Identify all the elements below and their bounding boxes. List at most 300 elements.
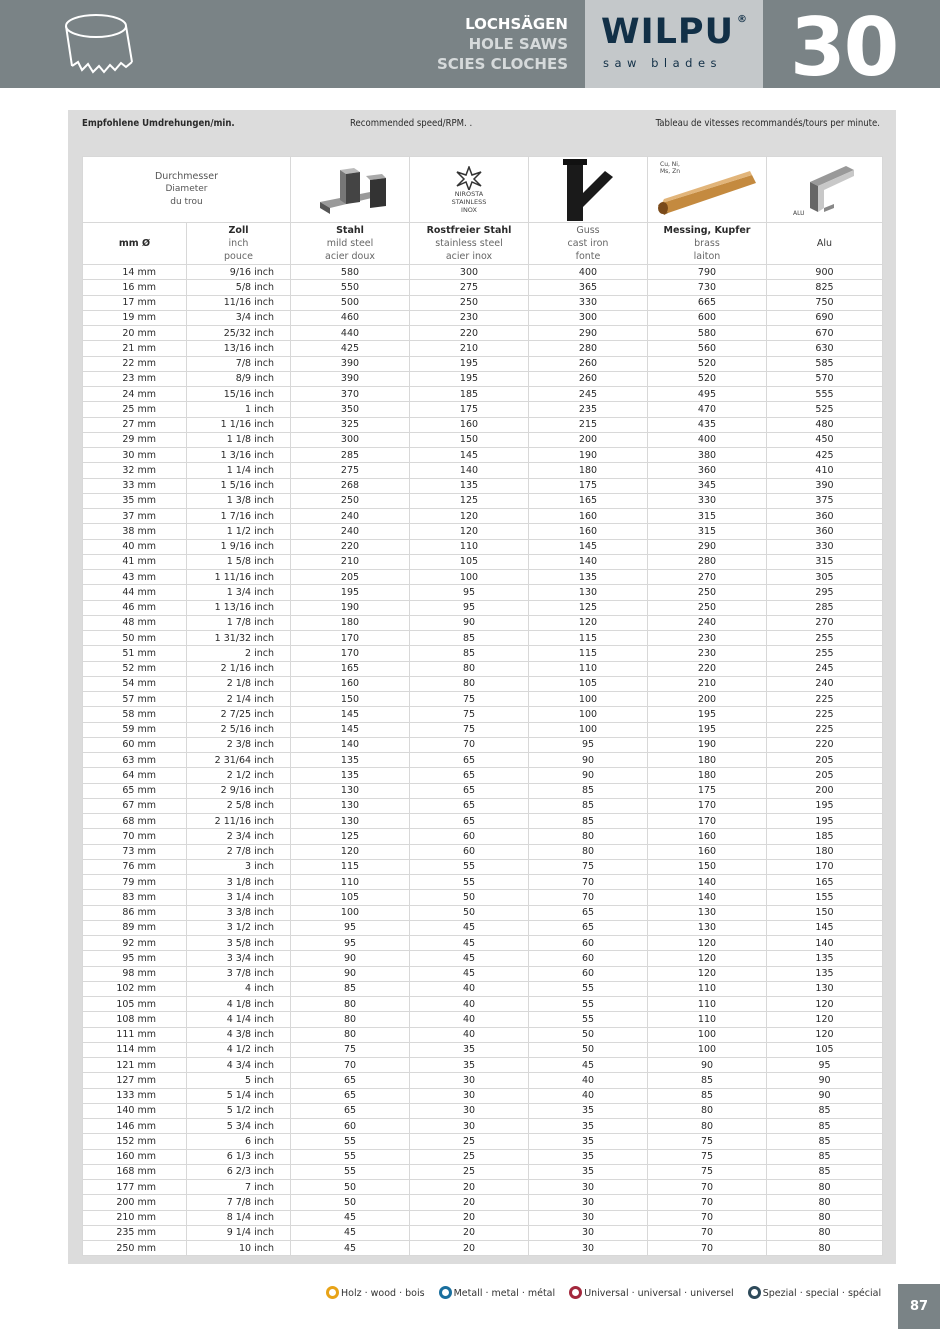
cell-brass: 170 — [648, 798, 767, 813]
cell-cast-iron: 110 — [529, 661, 648, 676]
cell-mm: 146 mm — [83, 1119, 187, 1134]
cell-alu: 330 — [767, 539, 883, 554]
cell-inch: 2 inch — [187, 646, 291, 661]
brass-label-2: Ms, Zn — [660, 168, 681, 175]
cell-stainless: 55 — [410, 859, 529, 874]
cell-steel: 55 — [291, 1134, 410, 1149]
cell-alu: 195 — [767, 814, 883, 829]
cell-brass: 100 — [648, 1042, 767, 1057]
cell-mm: 68 mm — [83, 814, 187, 829]
cell-cast-iron: 125 — [529, 600, 648, 615]
cell-inch: 4 1/8 inch — [187, 997, 291, 1012]
cell-mm: 92 mm — [83, 936, 187, 951]
cell-brass: 400 — [648, 432, 767, 447]
cell-stainless: 160 — [410, 417, 529, 432]
stainless-label-1: NIROSTA — [454, 189, 484, 198]
cell-alu: 140 — [767, 936, 883, 951]
special-ring-icon — [748, 1286, 761, 1299]
col-header-brass: Messing, Kupfer brass laiton — [648, 223, 767, 265]
cell-steel: 50 — [291, 1180, 410, 1195]
cell-mm: 210 mm — [83, 1210, 187, 1225]
cell-mm: 37 mm — [83, 509, 187, 524]
cell-cast-iron: 140 — [529, 554, 648, 569]
cell-brass: 195 — [648, 707, 767, 722]
cell-inch: 2 1/2 inch — [187, 768, 291, 783]
cell-cast-iron: 290 — [529, 326, 648, 341]
cell-alu: 555 — [767, 387, 883, 402]
cell-stainless: 40 — [410, 1012, 529, 1027]
cell-mm: 21 mm — [83, 341, 187, 356]
table-row — [83, 493, 883, 508]
cell-brass: 330 — [648, 493, 767, 508]
legend-wood: Holz · wood · bois — [326, 1286, 425, 1299]
caption-french: Tableau de vitesses recommandés/tours per minute. — [655, 118, 880, 129]
cell-mm: 16 mm — [83, 280, 187, 295]
metal-ring-icon — [439, 1286, 452, 1299]
cell-stainless: 65 — [410, 798, 529, 813]
cell-inch: 3/4 inch — [187, 310, 291, 325]
cell-inch: 3 3/8 inch — [187, 905, 291, 920]
cell-mm: 111 mm — [83, 1027, 187, 1042]
cell-stainless: 95 — [410, 585, 529, 600]
cell-mm: 60 mm — [83, 737, 187, 752]
cell-brass: 70 — [648, 1225, 767, 1240]
cell-stainless: 275 — [410, 280, 529, 295]
caption-german: Empfohlene Umdrehungen/min. — [82, 118, 235, 129]
cell-cast-iron: 55 — [529, 997, 648, 1012]
cell-steel: 240 — [291, 524, 410, 539]
cell-alu: 825 — [767, 280, 883, 295]
cell-brass: 195 — [648, 722, 767, 737]
cell-steel: 110 — [291, 875, 410, 890]
cell-steel: 170 — [291, 646, 410, 661]
cell-steel: 140 — [291, 737, 410, 752]
cell-mm: 35 mm — [83, 493, 187, 508]
table-row — [83, 1042, 883, 1057]
cell-stainless: 250 — [410, 295, 529, 310]
cell-steel: 80 — [291, 1027, 410, 1042]
cell-cast-iron: 65 — [529, 905, 648, 920]
cell-mm: 32 mm — [83, 463, 187, 478]
cell-cast-iron: 70 — [529, 875, 648, 890]
table-row — [83, 661, 883, 676]
rpm-table-container — [82, 156, 882, 1256]
cell-brass: 380 — [648, 448, 767, 463]
column-header-row — [83, 223, 883, 265]
cell-mm: 177 mm — [83, 1180, 187, 1195]
cell-brass: 190 — [648, 737, 767, 752]
table-row — [83, 356, 883, 371]
cell-steel: 390 — [291, 356, 410, 371]
cell-steel: 130 — [291, 798, 410, 813]
cell-alu: 690 — [767, 310, 883, 325]
cell-alu: 120 — [767, 1027, 883, 1042]
table-row — [83, 417, 883, 432]
cell-brass: 130 — [648, 905, 767, 920]
cell-inch: 1 1/16 inch — [187, 417, 291, 432]
cell-alu: 85 — [767, 1119, 883, 1134]
table-row — [83, 722, 883, 737]
cell-mm: 152 mm — [83, 1134, 187, 1149]
cell-alu: 315 — [767, 554, 883, 569]
cell-inch: 1 1/8 inch — [187, 432, 291, 447]
cell-alu: 95 — [767, 1058, 883, 1073]
title-en: HOLE SAWS — [468, 35, 568, 53]
cell-brass: 75 — [648, 1149, 767, 1164]
cell-mm: 79 mm — [83, 875, 187, 890]
table-row — [83, 295, 883, 310]
table-row — [83, 1027, 883, 1042]
table-row — [83, 1103, 883, 1118]
cell-cast-iron: 175 — [529, 478, 648, 493]
cell-inch: 9/16 inch — [187, 265, 291, 280]
cell-alu: 90 — [767, 1088, 883, 1103]
cell-stainless: 20 — [410, 1180, 529, 1195]
table-row — [83, 1225, 883, 1240]
cell-cast-iron: 85 — [529, 814, 648, 829]
cell-alu: 80 — [767, 1195, 883, 1210]
cell-brass: 75 — [648, 1134, 767, 1149]
cell-mm: 250 mm — [83, 1241, 187, 1256]
cell-cast-iron: 280 — [529, 341, 648, 356]
logo-tagline: saw blades — [603, 56, 723, 70]
cell-alu: 360 — [767, 509, 883, 524]
cell-alu: 120 — [767, 1012, 883, 1027]
cell-steel: 125 — [291, 829, 410, 844]
cell-cast-iron: 75 — [529, 859, 648, 874]
cell-cast-iron: 60 — [529, 951, 648, 966]
cell-steel: 135 — [291, 768, 410, 783]
cell-alu: 585 — [767, 356, 883, 371]
cell-steel: 275 — [291, 463, 410, 478]
rpm-table-body — [83, 265, 883, 1256]
cell-cast-iron: 30 — [529, 1225, 648, 1240]
universal-ring-icon — [569, 1286, 582, 1299]
table-row — [83, 1241, 883, 1256]
cell-stainless: 45 — [410, 936, 529, 951]
cell-cast-iron: 65 — [529, 920, 648, 935]
cell-brass: 250 — [648, 585, 767, 600]
cell-inch: 5/8 inch — [187, 280, 291, 295]
cell-mm: 44 mm — [83, 585, 187, 600]
cell-steel: 90 — [291, 966, 410, 981]
material-cast-iron — [529, 157, 648, 223]
cell-inch: 1 11/16 inch — [187, 570, 291, 585]
cell-inch: 4 1/4 inch — [187, 1012, 291, 1027]
cell-brass: 280 — [648, 554, 767, 569]
table-row — [83, 997, 883, 1012]
table-row — [83, 448, 883, 463]
cell-steel: 460 — [291, 310, 410, 325]
cell-cast-iron: 55 — [529, 1012, 648, 1027]
cell-stainless: 140 — [410, 463, 529, 478]
cell-cast-iron: 50 — [529, 1027, 648, 1042]
cell-inch: 2 3/4 inch — [187, 829, 291, 844]
cell-cast-iron: 115 — [529, 631, 648, 646]
legend-special: Spezial · special · spécial — [748, 1286, 881, 1299]
alu-label: ALU — [793, 210, 805, 217]
cell-alu: 185 — [767, 829, 883, 844]
cell-mm: 168 mm — [83, 1164, 187, 1179]
cell-mm: 50 mm — [83, 631, 187, 646]
table-row — [83, 753, 883, 768]
table-row — [83, 798, 883, 813]
cell-alu: 285 — [767, 600, 883, 615]
cell-mm: 127 mm — [83, 1073, 187, 1088]
cell-inch: 6 2/3 inch — [187, 1164, 291, 1179]
cell-inch: 5 3/4 inch — [187, 1119, 291, 1134]
cell-cast-iron: 35 — [529, 1119, 648, 1134]
table-row — [83, 1164, 883, 1179]
cell-inch: 2 11/16 inch — [187, 814, 291, 829]
cell-brass: 130 — [648, 920, 767, 935]
cell-stainless: 75 — [410, 692, 529, 707]
cell-steel: 135 — [291, 753, 410, 768]
cell-inch: 8/9 inch — [187, 371, 291, 386]
table-row — [83, 1012, 883, 1027]
cell-steel: 80 — [291, 997, 410, 1012]
cell-alu: 150 — [767, 905, 883, 920]
cell-cast-iron: 35 — [529, 1164, 648, 1179]
cell-inch: 2 5/16 inch — [187, 722, 291, 737]
cell-brass: 220 — [648, 661, 767, 676]
cell-inch: 3 inch — [187, 859, 291, 874]
logo-registered-mark: ® — [737, 14, 747, 25]
cell-steel: 205 — [291, 570, 410, 585]
cell-inch: 3 5/8 inch — [187, 936, 291, 951]
col-header-stainless: Rostfreier Stahl stainless steel acier inox — [410, 223, 529, 265]
cell-steel: 50 — [291, 1195, 410, 1210]
cell-cast-iron: 180 — [529, 463, 648, 478]
cell-cast-iron: 130 — [529, 585, 648, 600]
table-row — [83, 1134, 883, 1149]
table-row — [83, 265, 883, 280]
cell-brass: 85 — [648, 1073, 767, 1088]
cell-brass: 290 — [648, 539, 767, 554]
cell-mm: 67 mm — [83, 798, 187, 813]
cell-mm: 86 mm — [83, 905, 187, 920]
cell-cast-iron: 30 — [529, 1210, 648, 1225]
cell-mm: 29 mm — [83, 432, 187, 447]
cell-alu: 240 — [767, 676, 883, 691]
cell-steel: 190 — [291, 600, 410, 615]
cell-steel: 55 — [291, 1164, 410, 1179]
cell-steel: 145 — [291, 707, 410, 722]
cell-brass: 580 — [648, 326, 767, 341]
cell-brass: 100 — [648, 1027, 767, 1042]
cell-brass: 175 — [648, 783, 767, 798]
cell-stainless: 195 — [410, 356, 529, 371]
cell-steel: 390 — [291, 371, 410, 386]
table-row — [83, 1119, 883, 1134]
cell-alu: 425 — [767, 448, 883, 463]
table-row — [83, 554, 883, 569]
cell-inch: 3 1/8 inch — [187, 875, 291, 890]
col-header-mm: mm Ø — [83, 223, 187, 265]
cell-alu: 270 — [767, 615, 883, 630]
cell-steel: 220 — [291, 539, 410, 554]
cell-stainless: 70 — [410, 737, 529, 752]
cell-alu: 145 — [767, 920, 883, 935]
cell-cast-iron: 260 — [529, 356, 648, 371]
table-row — [83, 1058, 883, 1073]
cell-mm: 19 mm — [83, 310, 187, 325]
cell-brass: 110 — [648, 997, 767, 1012]
cell-brass: 665 — [648, 295, 767, 310]
legend-metal: Metall · metal · métal — [439, 1286, 556, 1299]
table-row — [83, 966, 883, 981]
cell-brass: 80 — [648, 1103, 767, 1118]
cell-stainless: 80 — [410, 661, 529, 676]
cell-cast-iron: 70 — [529, 890, 648, 905]
cell-brass: 495 — [648, 387, 767, 402]
cell-inch: 4 3/4 inch — [187, 1058, 291, 1073]
cell-cast-iron: 300 — [529, 310, 648, 325]
cell-steel: 65 — [291, 1088, 410, 1103]
cell-inch: 8 1/4 inch — [187, 1210, 291, 1225]
table-row — [83, 371, 883, 386]
stainless-label-3: INOX — [461, 205, 477, 214]
cell-stainless: 40 — [410, 981, 529, 996]
cell-steel: 550 — [291, 280, 410, 295]
steel-beam-icon — [310, 162, 390, 218]
material-steel — [291, 157, 410, 223]
cell-alu: 305 — [767, 570, 883, 585]
cell-brass: 435 — [648, 417, 767, 432]
cell-stainless: 125 — [410, 493, 529, 508]
cell-steel: 45 — [291, 1225, 410, 1240]
cell-alu: 225 — [767, 692, 883, 707]
cell-steel: 165 — [291, 661, 410, 676]
cell-steel: 160 — [291, 676, 410, 691]
cell-cast-iron: 160 — [529, 524, 648, 539]
cell-steel: 300 — [291, 432, 410, 447]
cell-inch: 25/32 inch — [187, 326, 291, 341]
cell-cast-iron: 35 — [529, 1103, 648, 1118]
cell-mm: 83 mm — [83, 890, 187, 905]
cell-steel: 180 — [291, 615, 410, 630]
cell-stainless: 35 — [410, 1058, 529, 1073]
blade-type-legend — [326, 1286, 881, 1299]
cell-alu: 670 — [767, 326, 883, 341]
cell-cast-iron: 115 — [529, 646, 648, 661]
col-header-inch: Zoll inch pouce — [187, 223, 291, 265]
cell-mm: 20 mm — [83, 326, 187, 341]
cell-steel: 80 — [291, 1012, 410, 1027]
cell-mm: 40 mm — [83, 539, 187, 554]
cell-mm: 23 mm — [83, 371, 187, 386]
rpm-table — [82, 156, 883, 1256]
cell-cast-iron: 90 — [529, 768, 648, 783]
cell-inch: 4 3/8 inch — [187, 1027, 291, 1042]
table-row — [83, 920, 883, 935]
cell-alu: 360 — [767, 524, 883, 539]
cell-mm: 65 mm — [83, 783, 187, 798]
cell-alu: 195 — [767, 798, 883, 813]
cell-inch: 1 31/32 inch — [187, 631, 291, 646]
cell-inch: 3 7/8 inch — [187, 966, 291, 981]
cell-cast-iron: 50 — [529, 1042, 648, 1057]
cell-stainless: 20 — [410, 1225, 529, 1240]
cell-mm: 51 mm — [83, 646, 187, 661]
cell-stainless: 40 — [410, 997, 529, 1012]
cell-alu: 630 — [767, 341, 883, 356]
cell-alu: 170 — [767, 859, 883, 874]
table-row — [83, 387, 883, 402]
cell-steel: 130 — [291, 814, 410, 829]
cell-inch: 15/16 inch — [187, 387, 291, 402]
cell-mm: 133 mm — [83, 1088, 187, 1103]
cell-cast-iron: 145 — [529, 539, 648, 554]
cell-steel: 210 — [291, 554, 410, 569]
cell-inch: 2 31/64 inch — [187, 753, 291, 768]
cell-cast-iron: 120 — [529, 615, 648, 630]
cell-stainless: 95 — [410, 600, 529, 615]
cell-stainless: 85 — [410, 646, 529, 661]
cell-alu: 375 — [767, 493, 883, 508]
cell-stainless: 120 — [410, 509, 529, 524]
cell-cast-iron: 85 — [529, 798, 648, 813]
caption-english: Recommended speed/RPM. . — [350, 118, 473, 129]
cell-alu: 135 — [767, 966, 883, 981]
cell-stainless: 90 — [410, 615, 529, 630]
cell-cast-iron: 60 — [529, 966, 648, 981]
cell-brass: 70 — [648, 1210, 767, 1225]
cell-brass: 120 — [648, 951, 767, 966]
cell-inch: 5 1/2 inch — [187, 1103, 291, 1118]
cell-steel: 350 — [291, 402, 410, 417]
col-header-steel: Stahl mild steel acier doux — [291, 223, 410, 265]
cell-steel: 170 — [291, 631, 410, 646]
table-row — [83, 539, 883, 554]
cell-inch: 9 1/4 inch — [187, 1225, 291, 1240]
cell-stainless: 105 — [410, 554, 529, 569]
cell-steel: 90 — [291, 951, 410, 966]
cell-mm: 140 mm — [83, 1103, 187, 1118]
cell-mm: 105 mm — [83, 997, 187, 1012]
cell-inch: 1 inch — [187, 402, 291, 417]
cell-stainless: 65 — [410, 753, 529, 768]
cell-inch: 1 1/2 inch — [187, 524, 291, 539]
logo-wordmark: WILPU — [601, 12, 735, 52]
table-row — [83, 844, 883, 859]
cell-stainless: 35 — [410, 1042, 529, 1057]
cell-stainless: 185 — [410, 387, 529, 402]
cell-mm: 17 mm — [83, 295, 187, 310]
cell-inch: 2 3/8 inch — [187, 737, 291, 752]
cell-stainless: 65 — [410, 768, 529, 783]
cell-mm: 108 mm — [83, 1012, 187, 1027]
cell-stainless: 120 — [410, 524, 529, 539]
cell-cast-iron: 45 — [529, 1058, 648, 1073]
cell-cast-iron: 215 — [529, 417, 648, 432]
cell-brass: 230 — [648, 646, 767, 661]
cell-cast-iron: 135 — [529, 570, 648, 585]
cell-steel: 150 — [291, 692, 410, 707]
cell-stainless: 60 — [410, 829, 529, 844]
cell-mm: 64 mm — [83, 768, 187, 783]
cell-steel: 45 — [291, 1241, 410, 1256]
cell-cast-iron: 90 — [529, 753, 648, 768]
table-row — [83, 509, 883, 524]
cell-brass: 90 — [648, 1058, 767, 1073]
table-row — [83, 402, 883, 417]
table-row — [83, 1195, 883, 1210]
cell-inch: 7 inch — [187, 1180, 291, 1195]
cell-inch: 1 7/8 inch — [187, 615, 291, 630]
cell-alu: 245 — [767, 661, 883, 676]
table-row — [83, 524, 883, 539]
